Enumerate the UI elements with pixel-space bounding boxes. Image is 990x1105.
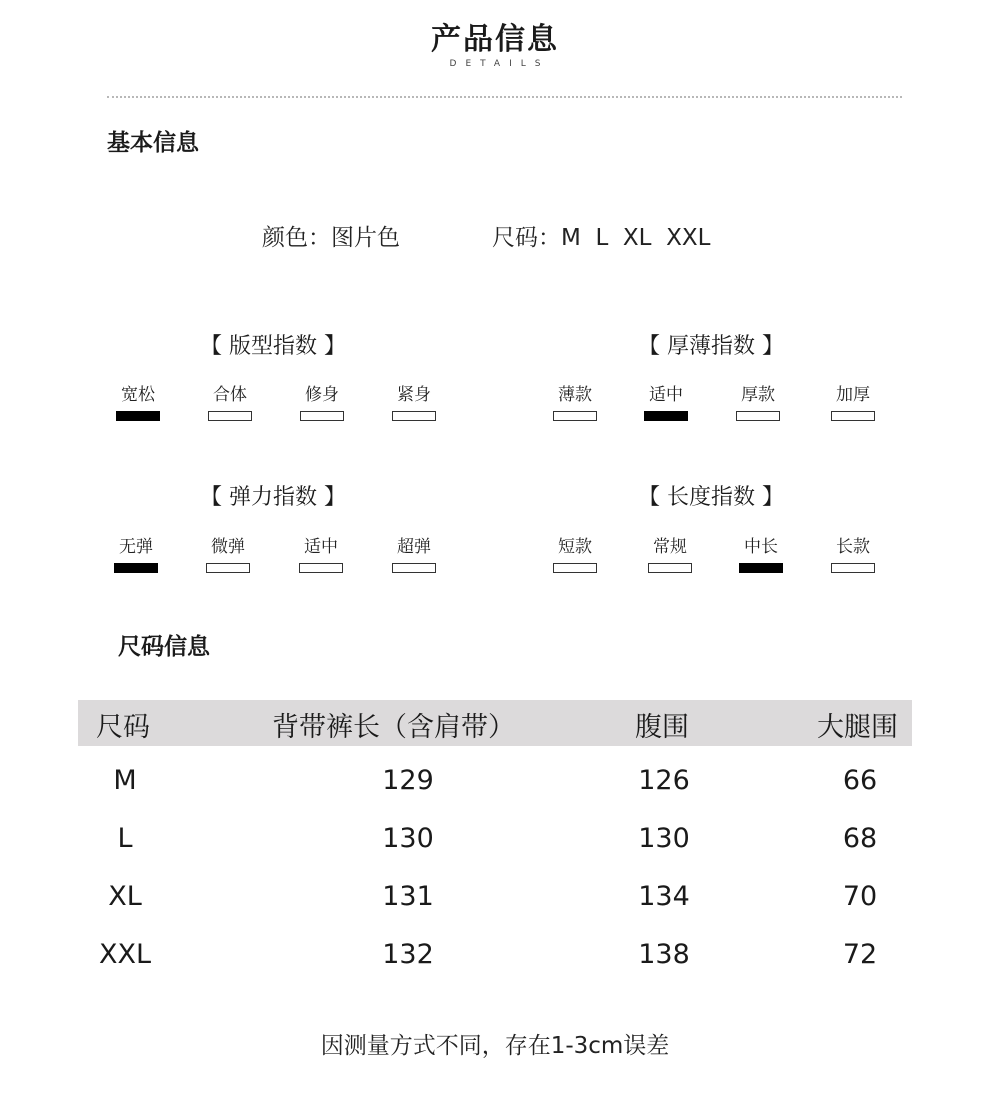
table-cell-waist: 134 <box>638 881 690 912</box>
color-info: 颜色：图片色 <box>262 225 400 251</box>
option-label: 短款 <box>558 537 592 557</box>
option-indicator <box>831 563 875 573</box>
option-indicator <box>553 563 597 573</box>
option-indicator-selected <box>739 563 783 573</box>
option-indicator <box>392 411 436 421</box>
elasticity-option-slight <box>198 537 258 573</box>
elasticity-index-title: 【 弹力指数 】 <box>200 485 346 510</box>
option-indicator <box>736 411 780 421</box>
table-cell-size: XXL <box>98 939 152 970</box>
table-cell-length: 131 <box>382 881 434 912</box>
length-index-title: 【 长度指数 】 <box>638 485 784 510</box>
fit-option-regular <box>200 385 260 421</box>
table-cell-waist: 130 <box>638 823 690 854</box>
option-label: 修身 <box>305 385 339 405</box>
thickness-option-medium <box>636 385 696 421</box>
table-cell-thigh: 66 <box>842 765 878 796</box>
option-indicator <box>300 411 344 421</box>
size-info-heading: 尺码信息 <box>118 634 210 660</box>
length-option-short <box>545 537 605 573</box>
option-label: 薄款 <box>558 385 592 405</box>
fit-option-tight <box>384 385 444 421</box>
table-cell-length: 130 <box>382 823 434 854</box>
col-header-length: 背带裤长（含肩带） <box>272 712 515 743</box>
option-indicator <box>299 563 343 573</box>
col-header-thigh: 大腿围 <box>817 712 898 743</box>
option-label: 适中 <box>304 537 338 557</box>
length-option-regular <box>640 537 700 573</box>
thickness-option-extra-thick <box>823 385 883 421</box>
dotted-divider <box>107 96 902 98</box>
table-cell-waist: 126 <box>638 765 690 796</box>
col-header-waist: 腹围 <box>635 712 689 743</box>
option-indicator <box>392 563 436 573</box>
table-cell-length: 129 <box>382 765 434 796</box>
col-header-size: 尺码 <box>96 712 150 743</box>
option-label: 合体 <box>213 385 247 405</box>
option-label: 紧身 <box>397 385 431 405</box>
table-cell-size: M <box>113 765 137 796</box>
option-indicator <box>553 411 597 421</box>
table-cell-length: 132 <box>382 939 434 970</box>
length-option-midlength <box>731 537 791 573</box>
basic-info-heading: 基本信息 <box>107 130 199 156</box>
thickness-index-title: 【 厚薄指数 】 <box>638 334 784 359</box>
page-title: 产品信息 <box>431 22 559 57</box>
table-cell-waist: 138 <box>638 939 690 970</box>
table-cell-size: XL <box>108 881 142 912</box>
option-label: 超弹 <box>397 537 431 557</box>
elasticity-option-super <box>384 537 444 573</box>
option-label: 无弹 <box>119 537 153 557</box>
elasticity-option-medium <box>291 537 351 573</box>
table-cell-thigh: 70 <box>842 881 878 912</box>
option-label: 加厚 <box>836 385 870 405</box>
option-label: 厚款 <box>741 385 775 405</box>
option-indicator <box>206 563 250 573</box>
fit-index-title: 【 版型指数 】 <box>200 334 346 359</box>
table-cell-thigh: 72 <box>842 939 878 970</box>
option-label: 适中 <box>649 385 683 405</box>
table-cell-size: L <box>117 823 133 854</box>
size-info: 尺码：M L XL XXL <box>492 225 711 251</box>
option-indicator <box>831 411 875 421</box>
option-label: 宽松 <box>121 385 155 405</box>
option-indicator <box>648 563 692 573</box>
fit-option-slim <box>292 385 352 421</box>
option-label: 微弹 <box>211 537 245 557</box>
option-indicator-selected <box>116 411 160 421</box>
option-label: 中长 <box>744 537 778 557</box>
measurement-note: 因测量方式不同，存在1-3cm误差 <box>320 1033 670 1059</box>
page-subtitle: DETAILS <box>449 59 550 69</box>
option-indicator-selected <box>644 411 688 421</box>
option-indicator <box>208 411 252 421</box>
thickness-option-thick <box>728 385 788 421</box>
option-label: 常规 <box>653 537 687 557</box>
fit-option-loose <box>108 385 168 421</box>
table-cell-thigh: 68 <box>842 823 878 854</box>
elasticity-option-none <box>106 537 166 573</box>
thickness-option-thin <box>545 385 605 421</box>
option-indicator-selected <box>114 563 158 573</box>
length-option-long <box>823 537 883 573</box>
option-label: 长款 <box>836 537 870 557</box>
